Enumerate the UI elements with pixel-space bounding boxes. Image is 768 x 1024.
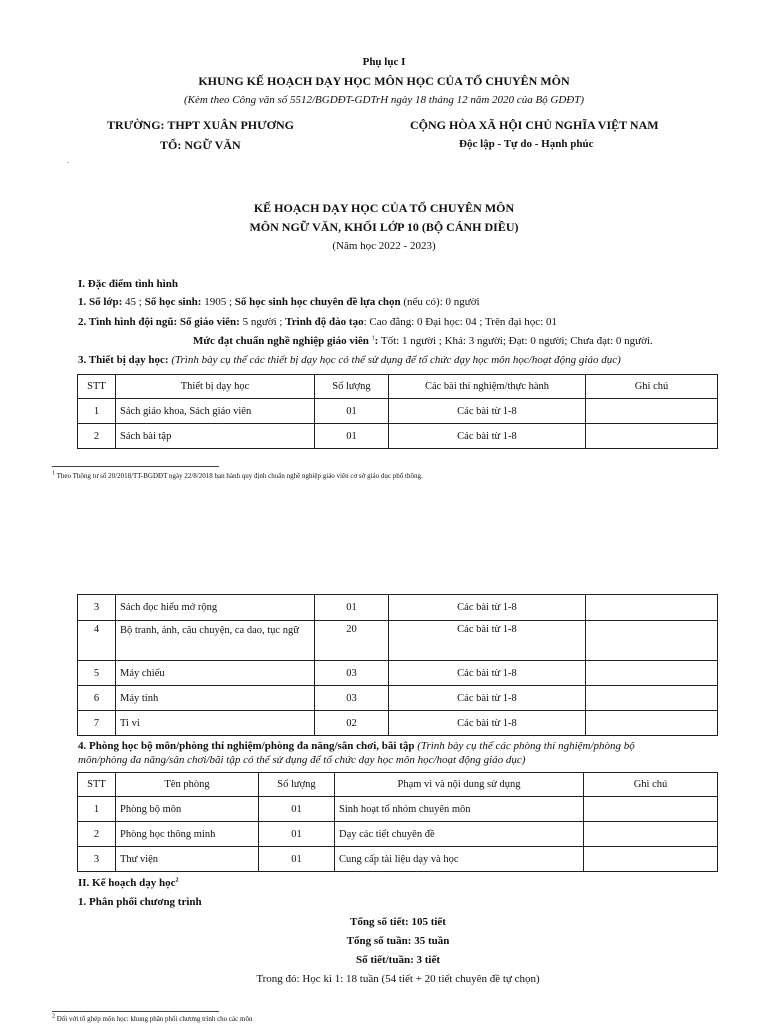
document-title: KHUNG KẾ HOẠCH DẠY HỌC MÔN HỌC CỦA TỔ CHUYÊN MÔN	[198, 74, 570, 88]
teacher-count-label: Số giáo viên:	[179, 316, 240, 328]
standard-info-line	[193, 335, 653, 347]
training-label: Trình độ đào tạo	[285, 316, 364, 328]
rooms-instruction: (Trình bày cụ thể các phòng thí nghiệm/phòng bộ	[414, 740, 635, 752]
footnote-2	[52, 1015, 252, 1023]
semester-info: Trong đó: Học kì 1: 18 tuần (54 tiết + 20 tiết chuyên đề tự chọn)	[256, 973, 540, 985]
cell-usage: Dạy các tiết chuyên đề	[335, 822, 584, 847]
cell-stt: 2	[78, 424, 116, 449]
cell-stt: 6	[78, 686, 116, 711]
cell-stt: 4	[78, 621, 116, 661]
plan-subject: MÔN NGỮ VĂN, KHỐI LỚP 10 (BỘ CÁNH DIỀU)	[249, 220, 519, 234]
elective-label: Số học sinh học chuyên đề lựa chọn	[234, 296, 401, 308]
col-header-notes: Ghi chú	[586, 375, 718, 399]
appendix-label: Phụ lục I	[362, 56, 406, 68]
cell-quantity: 01	[259, 847, 335, 872]
rooms-heading-line	[78, 740, 635, 752]
cell-equipment: Sách đọc hiểu mở rộng	[116, 595, 315, 621]
cell-lessons: Các bài từ 1-8	[389, 661, 586, 686]
class-count-label: 1. Số lớp:	[78, 296, 123, 308]
cell-equipment: Ti vi	[116, 711, 315, 736]
cell-equipment: Máy chiếu	[116, 661, 315, 686]
col-header-quantity: Số lượng	[315, 375, 389, 399]
col-header-stt: STT	[78, 375, 116, 399]
col-header-equipment: Thiết bị dạy học	[116, 375, 315, 399]
student-count-label: Số học sinh:	[144, 296, 202, 308]
cell-quantity: 01	[315, 595, 389, 621]
motto: Độc lập - Tự do - Hạnh phúc	[459, 138, 594, 150]
rooms-instruction-cont: môn/phòng đa năng/sân chơi/bãi tập có thể sử dụng để tổ chức dạy học môn học/hoạt động giáo dục)	[78, 754, 526, 766]
cell-lessons: Các bài từ 1-8	[389, 686, 586, 711]
section-1-heading: I. Đặc điểm tình hình	[78, 278, 178, 290]
col-header-quantity: Số lượng	[259, 773, 335, 797]
footnote-ref-1: 1	[371, 335, 375, 342]
staff-label: 2. Tình hình đội ngũ:	[78, 316, 178, 328]
cell-stt: 3	[78, 595, 116, 621]
table-row	[78, 621, 718, 661]
country-name: CỘNG HÒA XÃ HỘI CHỦ NGHĨA VIỆT NAM	[410, 118, 659, 132]
cell-quantity: 01	[259, 797, 335, 822]
table-row	[78, 399, 718, 424]
cell-quantity: 02	[315, 711, 389, 736]
table-row	[78, 822, 718, 847]
elective-value: (nếu có): 0 người	[400, 296, 480, 308]
cell-notes	[586, 424, 718, 449]
col-header-room: Tên phòng	[116, 773, 259, 797]
table-row	[78, 661, 718, 686]
footnote-ref-2: 2	[175, 877, 179, 884]
cell-lessons: Các bài từ 1-8	[389, 424, 586, 449]
cell-quantity: 01	[259, 822, 335, 847]
cell-lessons: Các bài từ 1-8	[389, 595, 586, 621]
table-row	[78, 711, 718, 736]
equipment-instruction: (Trình bày cụ thể các thiết bị dạy học có thể sử dụng để tổ chức dạy học môn học/hoạt động giáo dục)	[168, 354, 621, 366]
equipment-table-page1	[77, 374, 718, 449]
footnote-2-number: 2	[52, 1013, 55, 1020]
cell-quantity: 20	[315, 621, 389, 661]
rooms-heading: 4. Phòng học bộ môn/phòng thí nghiệm/phòng đa năng/sân chơi, bãi tập	[78, 740, 415, 752]
staff-info-line	[78, 316, 557, 328]
col-header-notes: Ghi chú	[584, 773, 718, 797]
footnote-2-text: Đối với tổ ghép môn học: khung phân phối chương trình cho các môn	[55, 1015, 253, 1023]
cell-quantity: 03	[315, 661, 389, 686]
table-row	[78, 424, 718, 449]
cell-stt: 7	[78, 711, 116, 736]
table-row	[78, 797, 718, 822]
total-weeks: Tổng số tuần: 35 tuần	[346, 935, 450, 947]
standard-label: Mức đạt chuẩn nghề nghiệp giáo viên	[193, 335, 372, 347]
total-periods: Tổng số tiết: 105 tiết	[350, 916, 446, 928]
standard-value: Tốt: 1 người ; Khá: 3 người; Đạt: 0 người; Chưa đạt: 0 người.	[378, 335, 653, 347]
class-info-line	[78, 296, 480, 308]
cell-notes	[586, 711, 718, 736]
school-year: (Năm học 2022 - 2023)	[332, 240, 436, 252]
cell-stt: 1	[78, 797, 116, 822]
footnote-1-number: 1	[52, 470, 55, 477]
rooms-table	[77, 772, 718, 872]
col-header-lessons: Các bài thí nghiệm/thực hành	[389, 375, 586, 399]
cell-notes	[586, 661, 718, 686]
col-header-usage: Phạm vi và nội dung sử dụng	[335, 773, 584, 797]
cell-notes	[584, 822, 718, 847]
footnote-1-text: Theo Thông tư số 20/2018/TT-BGDĐT ngày 22/8/2018 ban hành quy định chuẩn nghề nghiệp giáo viên cơ sở giáo dục phổ thông.	[55, 472, 423, 480]
cell-notes	[586, 621, 718, 661]
cell-room: Thư viện	[116, 847, 259, 872]
footnote-divider-1	[52, 466, 219, 467]
footnote-1	[52, 472, 423, 480]
teacher-count-value: 5 người ;	[239, 316, 286, 328]
cell-room: Phòng bộ môn	[116, 797, 259, 822]
cell-stt: 5	[78, 661, 116, 686]
col-header-stt: STT	[78, 773, 116, 797]
table-header-row	[78, 375, 718, 399]
cell-equipment: Sách giáo khoa, Sách giáo viên	[116, 399, 315, 424]
cell-equipment: Sách bài tập	[116, 424, 315, 449]
cell-notes	[586, 595, 718, 621]
cell-notes	[584, 847, 718, 872]
cell-stt: 1	[78, 399, 116, 424]
cell-equipment: Bộ tranh, ảnh, câu chuyện, ca dao, tục ngữ	[116, 621, 315, 661]
section-2-title: II. Kế hoạch dạy học	[78, 877, 176, 889]
table-header-row	[78, 773, 718, 797]
table-row	[78, 595, 718, 621]
document-subtitle: (Kèm theo Công văn số 5512/BGDĐT-GDTrH ngày 18 tháng 12 năm 2020 của Bộ GDĐT)	[183, 94, 585, 106]
cell-quantity: 01	[315, 399, 389, 424]
footnote-divider-2	[52, 1011, 219, 1012]
section-2-heading	[78, 877, 179, 889]
table-row	[78, 686, 718, 711]
cell-stt: 3	[78, 847, 116, 872]
cell-room: Phòng học thông minh	[116, 822, 259, 847]
equipment-heading-line	[78, 354, 621, 366]
cell-stt: 2	[78, 822, 116, 847]
distribution-heading: 1. Phân phối chương trình	[78, 896, 202, 908]
group-name: TỔ: NGỮ VĂN	[160, 138, 241, 152]
stray-dot: .	[67, 156, 69, 165]
cell-notes	[586, 399, 718, 424]
cell-lessons: Các bài từ 1-8	[389, 399, 586, 424]
school-name: TRƯỜNG: THPT XUÂN PHƯƠNG	[107, 118, 295, 132]
cell-equipment: Máy tính	[116, 686, 315, 711]
table-row	[78, 847, 718, 872]
cell-notes	[584, 797, 718, 822]
cell-lessons: Các bài từ 1-8	[389, 711, 586, 736]
cell-usage: Cung cấp tài liệu dạy và học	[335, 847, 584, 872]
student-count-value: 1905 ;	[201, 296, 235, 308]
cell-usage: Sinh hoạt tổ nhóm chuyên môn	[335, 797, 584, 822]
cell-quantity: 03	[315, 686, 389, 711]
cell-notes	[586, 686, 718, 711]
periods-per-week: Số tiết/tuần: 3 tiết	[355, 954, 440, 966]
standard-colon: :	[374, 335, 379, 347]
class-count-value: 45 ;	[122, 296, 145, 308]
plan-title: KẾ HOẠCH DẠY HỌC CỦA TỔ CHUYÊN MÔN	[253, 201, 515, 215]
training-value: : Cao đẳng: 0 Đại học: 04 ; Trên đại học: 01	[363, 316, 557, 328]
cell-quantity: 01	[315, 424, 389, 449]
cell-lessons: Các bài từ 1-8	[389, 621, 586, 661]
equipment-table-page2	[77, 594, 718, 736]
equipment-heading: 3. Thiết bị dạy học:	[78, 354, 169, 366]
